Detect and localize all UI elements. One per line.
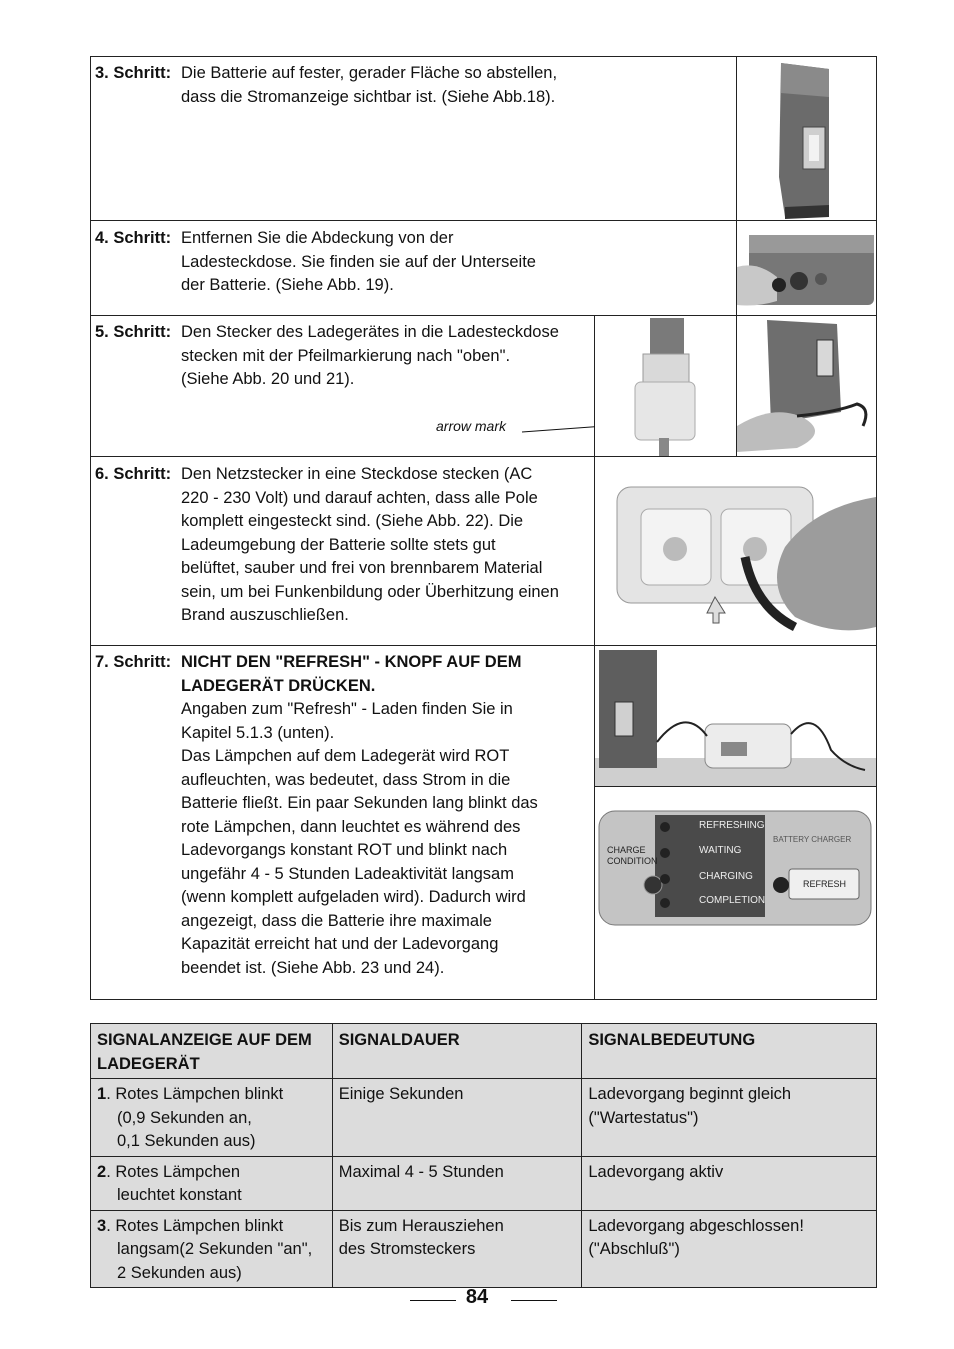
step-text-line: Den Netzstecker in eine Steckdose stecken (AC: [181, 465, 533, 483]
signal-cell: 1. Rotes Lämpchen blinkt (0,9 Sekunden an, 0,1 Sekunden aus): [91, 1079, 333, 1157]
step-text-line: ungefähr 4 - 5 Stunden Ladeaktivität langsam: [181, 864, 514, 883]
signal-cell: 2. Rotes Lämpchen leuchtet konstant: [91, 1156, 333, 1210]
step-label: 3. Schritt:: [95, 64, 172, 82]
step-text-line: rote Lämpchen, dann leuchtet es während des: [181, 817, 521, 836]
plug-photo-fig20: [595, 316, 736, 456]
battery-underside-photo-fig19: [737, 221, 876, 315]
header-signalanzeige: SIGNALANZEIGE AUF DEM LADEGERÄT: [91, 1024, 333, 1079]
charger-panel-photo-fig24: [595, 787, 876, 999]
step-text-line: Brand auszuschließen.: [181, 606, 349, 624]
duration-cell: Einige Sekunden: [332, 1079, 582, 1157]
step-text-line: Angaben zum "Refresh" - Laden finden Sie in: [181, 700, 513, 718]
charger-state-label: COMPLETION: [699, 895, 766, 906]
charger-state-label: CHARGING: [699, 871, 753, 882]
step-label: 5. Schritt:: [95, 323, 172, 341]
header-signaldauer: SIGNALDAUER: [332, 1024, 582, 1079]
charge-condition-label: CHARGE CONDITION: [607, 845, 658, 866]
page-number-rule-right: [511, 1300, 557, 1301]
meaning-cell: Ladevorgang abgeschlossen! ("Abschluß"): [582, 1210, 877, 1288]
duration-cell: Bis zum Herausziehen des Stromsteckers: [332, 1210, 582, 1288]
plug-inserted-photo-fig21: [737, 316, 876, 456]
step-text-line: (wenn komplett aufgeladen wird). Dadurch wird: [181, 888, 526, 906]
step-text-line: Das Lämpchen auf dem Ladegerät wird ROT: [181, 747, 510, 765]
step-warning-line: NICHT DEN "REFRESH" - KNOPF AUF DEM: [181, 653, 522, 671]
step-text-line: 220 - 230 Volt) und darauf achten, dass alle Pole: [181, 488, 538, 507]
step-warning-line: LADEGERÄT DRÜCKEN.: [181, 676, 376, 695]
wall-socket-photo-fig22: [595, 457, 876, 645]
charger-state-label: WAITING: [699, 845, 742, 856]
step-text-line: beendet ist. (Siehe Abb. 23 und 24).: [181, 958, 445, 977]
charger-state-label: REFRESHING: [699, 820, 765, 831]
signal-cell: 3. Rotes Lämpchen blinkt langsam(2 Sekunden "an", 2 Sekunden aus): [91, 1210, 333, 1288]
step-text-line: Ladeumgebung der Batterie sollte stets gut: [181, 535, 496, 554]
table-header-row: [91, 1024, 877, 1079]
table-row: [91, 1079, 877, 1157]
step-text-line: Kapazität erreicht hat und der Ladevorgang: [181, 935, 499, 953]
header-signalbedeutung: SIGNALBEDEUTUNG: [582, 1024, 877, 1079]
step-text-line: Den Stecker des Ladegerätes in die Ladesteckdose: [181, 323, 559, 341]
charger-setup-photo-fig23: [595, 646, 876, 786]
battery-photo-fig18: [737, 57, 876, 220]
step-text-line: Ladevorgangs konstant ROT und blinkt nach: [181, 841, 508, 859]
step-text-line: Entfernen Sie die Abdeckung von der: [181, 229, 454, 247]
meaning-cell: Ladevorgang aktiv: [582, 1156, 877, 1210]
step-text-line: Die Batterie auf fester, gerader Fläche so abstellen,: [181, 64, 558, 82]
step-text-line: sein, um bei Funkenbildung oder Überhitzung einen: [181, 582, 559, 601]
step-text-line: Kapitel 5.1.3 (unten).: [181, 723, 335, 742]
duration-cell: Maximal 4 - 5 Stunden: [332, 1156, 582, 1210]
signal-table: [90, 1023, 877, 1288]
arrow-mark-label: arrow mark: [436, 418, 507, 434]
step-text-line: angezeigt, dass die Batterie ihre maximale: [181, 911, 492, 930]
step-text-line: Ladesteckdose. Sie finden sie auf der Unterseite: [181, 252, 536, 271]
table-row: [91, 1156, 877, 1210]
meaning-cell: Ladevorgang beginnt gleich ("Wartestatus"): [582, 1079, 877, 1157]
step-text-line: belüftet, sauber und frei von brennbarem Material: [181, 559, 543, 577]
step-label: 7. Schritt:: [95, 653, 172, 671]
step-text-line: (Siehe Abb. 20 und 21).: [181, 370, 355, 388]
step-label: 6. Schritt:: [95, 465, 172, 483]
step-label: 4. Schritt:: [95, 229, 172, 247]
step-text-line: komplett eingesteckt sind. (Siehe Abb. 22). Die: [181, 512, 524, 530]
step-text-line: Batterie fließt. Ein paar Sekunden lang blinkt das: [181, 794, 538, 812]
step-text-line: dass die Stromanzeige sichtbar ist. (Siehe Abb.18).: [181, 87, 556, 106]
step-text-line: aufleuchten, was bedeutet, dass Strom in die: [181, 770, 511, 789]
page-number: 84: [465, 1286, 489, 1308]
table-row: [91, 1210, 877, 1288]
refresh-button-label: REFRESH: [803, 879, 847, 889]
step-text-line: der Batterie. (Siehe Abb. 19).: [181, 276, 394, 294]
charger-title-label: BATTERY CHARGER: [773, 835, 852, 844]
step-text-line: stecken mit der Pfeilmarkierung nach "oben".: [181, 346, 511, 365]
